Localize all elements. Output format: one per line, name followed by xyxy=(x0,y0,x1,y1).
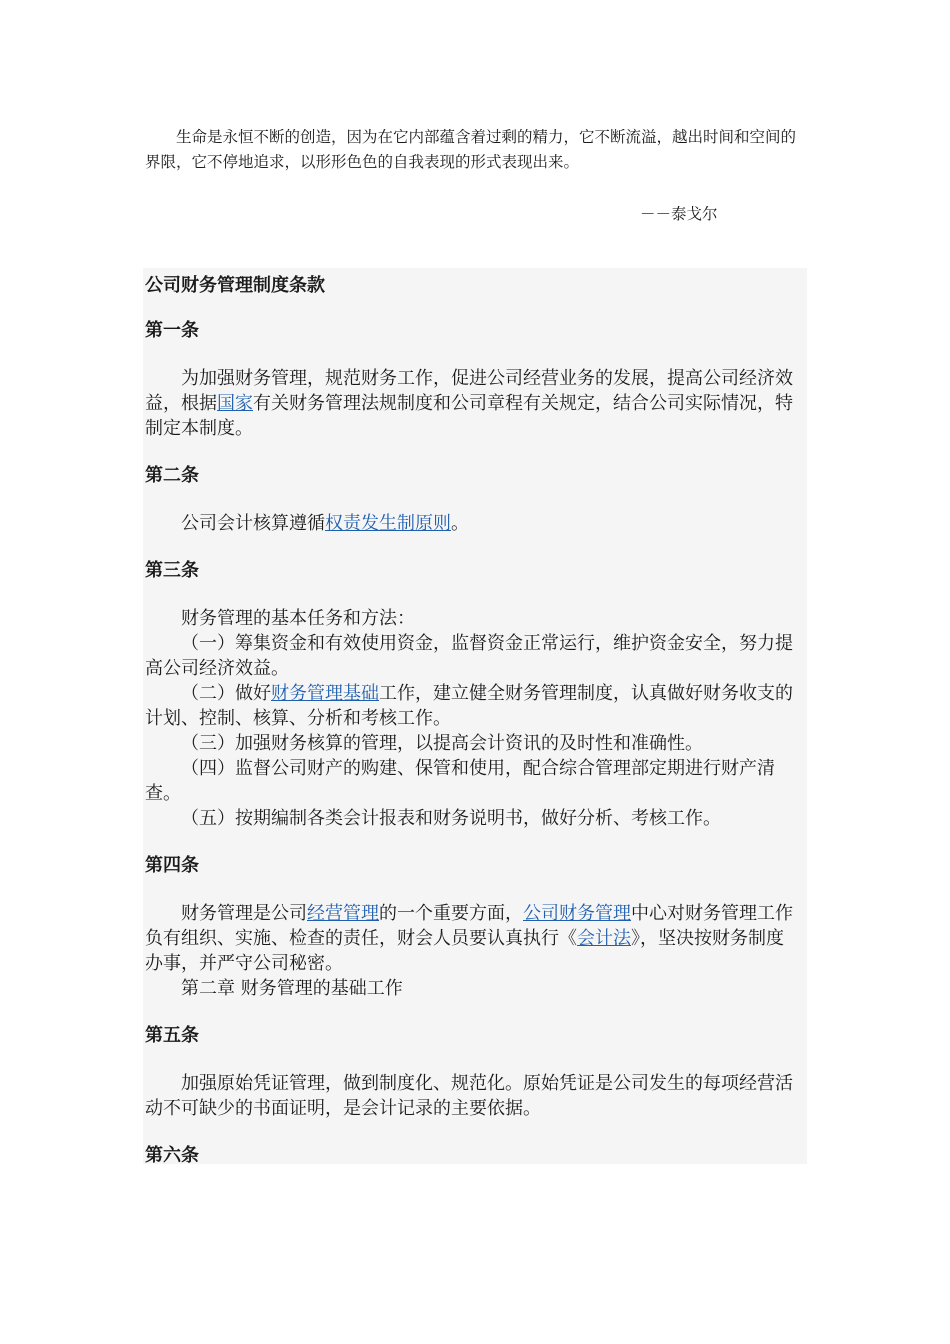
document-title: 公司财务管理制度条款 xyxy=(145,275,325,296)
text-span: 工作，建立健全财务管理制度，认真做好财务收支的计划、控制、核算、分析和考核工作。 xyxy=(145,683,793,729)
link-accrual-principle[interactable]: 权责发生制原则 xyxy=(325,513,451,534)
link-guojia[interactable]: 国家 xyxy=(217,393,253,414)
article-4-heading: 第四条 xyxy=(145,855,199,876)
article-2-heading: 第二条 xyxy=(145,465,199,486)
article-2-text xyxy=(145,511,797,536)
article-5-heading: 第五条 xyxy=(145,1025,199,1046)
link-business-management[interactable]: 经营管理 xyxy=(307,903,379,924)
article-3-item-1: （一）筹集资金和有效使用资金，监督资金正常运行，维护资金安全，努力提高公司经济效益。 xyxy=(145,633,793,679)
epigraph-quote xyxy=(145,125,807,175)
article-3-item-4: （四）监督公司财产的购建、保管和使用，配合综合管理部定期进行财产清查。 xyxy=(145,758,775,804)
document-body xyxy=(145,271,797,1191)
article-3-item-2 xyxy=(145,681,797,731)
text-span: 的一个重要方面， xyxy=(379,903,523,924)
article-3-item-3: （三）加强财务核算的管理，以提高会计资讯的及时性和准确性。 xyxy=(181,733,703,754)
text-span: 财务管理是公司 xyxy=(181,903,307,924)
article-5-text: 加强原始凭证管理，做到制度化、规范化。原始凭证是公司发生的每项经营活动不可缺少的书面证明，是会计记录的主要依据。 xyxy=(145,1073,793,1119)
text-span: 。 xyxy=(451,513,469,534)
link-finance-basics[interactable]: 财务管理基础 xyxy=(271,683,379,704)
article-3-item-5: （五）按期编制各类会计报表和财务说明书，做好分析、考核工作。 xyxy=(181,808,721,829)
text-span: （二）做好 xyxy=(181,683,271,704)
link-company-finance[interactable]: 公司财务管理 xyxy=(523,903,631,924)
article-3-intro: 财务管理的基本任务和方法： xyxy=(181,608,415,629)
quote-author: －－泰戈尔 xyxy=(640,205,718,223)
text-span: 》，坚决按财务制度办事，并严守公司秘密。 xyxy=(145,928,784,974)
article-6-heading: 第六条 xyxy=(145,1145,199,1166)
quote-text: 生命是永恒不断的创造，因为在它内部蕴含着过剩的精力，它不断流溢，越出时间和空间的界限，它不停地追求，以形形色色的自我表现的形式表现出来。 xyxy=(145,128,797,171)
text-span: 公司会计核算遵循 xyxy=(181,513,325,534)
article-1-heading: 第一条 xyxy=(145,320,199,341)
article-3-heading: 第三条 xyxy=(145,560,199,581)
article-4-text xyxy=(145,901,797,976)
text-span: 为加强财务管理，规范财务工作，促进公司经营业务的发展，提高公司经济效益，根据 xyxy=(145,368,793,414)
text-span: 中心对财务管理工作负有组织、实施、检查的责任，财会人员要认真执行《 xyxy=(145,903,793,949)
text-span: 有关财务管理法规制度和公司章程有关规定，结合公司实际情况，特制定本制度。 xyxy=(145,393,793,439)
link-accounting-law[interactable]: 会计法 xyxy=(577,928,631,949)
chapter-2-heading: 第二章 财务管理的基础工作 xyxy=(181,978,403,999)
article-1-text xyxy=(145,366,797,441)
